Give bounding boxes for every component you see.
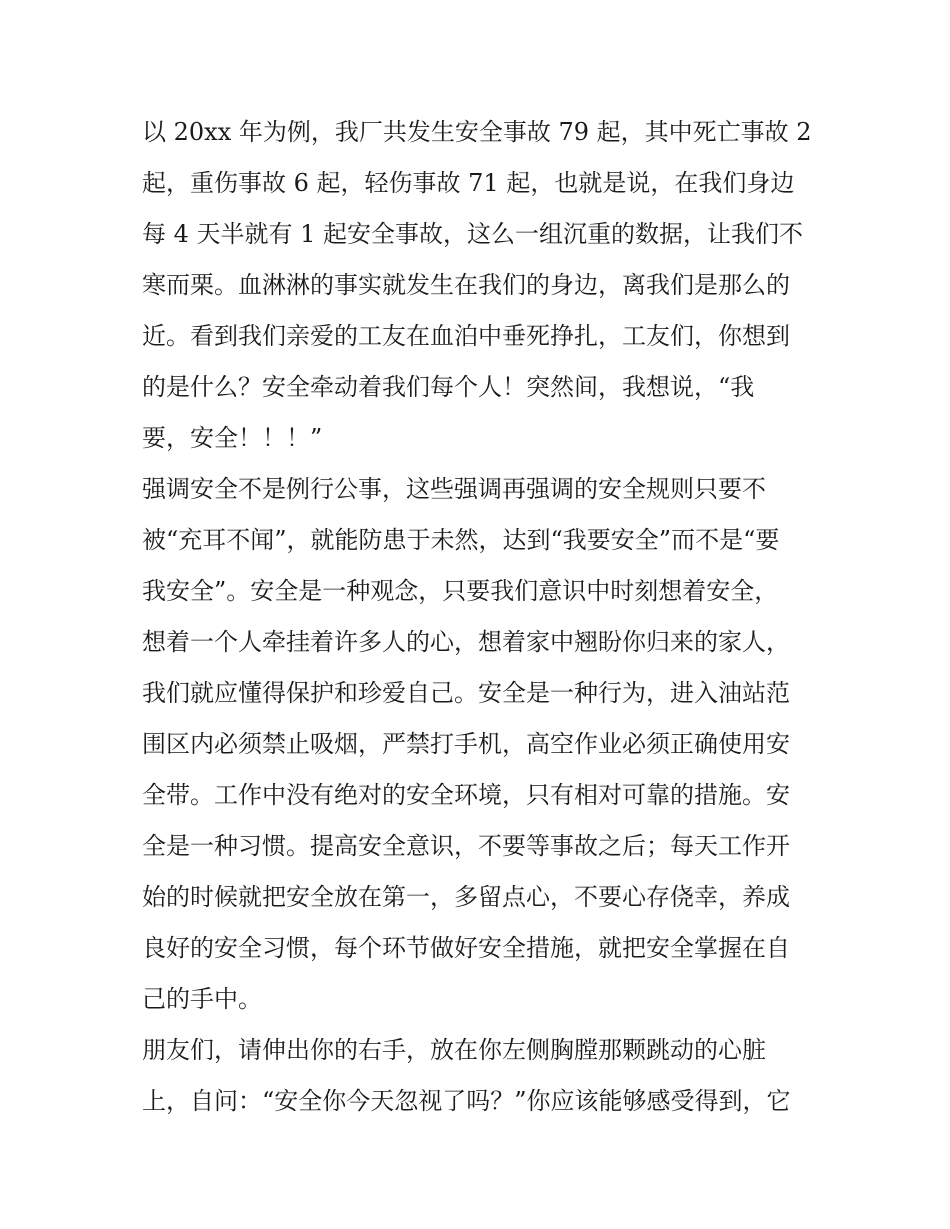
text-line: 近。看到我们亲爱的工友在血泊中垂死挣扎，工友们，你想到 (142, 322, 790, 350)
text-line: 朋友们，请伸出你的右手，放在你左侧胸膛那颗跳动的心脏 (142, 1036, 766, 1064)
text-line: 想着一个人牵挂着许多人的心，想着家中翘盼你归来的家人， (142, 628, 790, 656)
text-line: 己的手中。 (142, 985, 262, 1013)
text-line: 全是一种习惯。提高安全意识，不要等事故之后；每天工作开 (142, 832, 790, 860)
text-line: 以 20xx 年为例，我厂共发生安全事故 79 起，其中死亡事故 2 (142, 118, 812, 146)
text-line: 始的时候就把安全放在第一，多留点心，不要心存侥幸，养成 (142, 883, 790, 911)
body-text (142, 107, 822, 1127)
text-line: 良好的安全习惯，每个环节做好安全措施，就把安全掌握在自 (142, 934, 790, 962)
text-line: 寒而栗。血淋淋的事实就发生在我们的身边，离我们是那么的 (142, 271, 790, 299)
text-line: 我们就应懂得保护和珍爱自己。安全是一种行为，进入油站范 (142, 679, 790, 707)
text-line: 每 4 天半就有 1 起安全事故，这么一组沉重的数据，让我们不 (142, 220, 804, 248)
text-line: 我安全”。安全是一种观念，只要我们意识中时刻想着安全， (142, 577, 779, 605)
text-line: 强调安全不是例行公事，这些强调再强调的安全规则只要不 (142, 475, 766, 503)
text-line: 上，自问：“安全你今天忽视了吗？”你应该能够感受得到，它 (142, 1087, 791, 1115)
text-line: 全带。工作中没有绝对的安全环境，只有相对可靠的措施。安 (142, 781, 790, 809)
text-line: 起，重伤事故 6 起，轻伤事故 71 起，也就是说，在我们身边 (142, 169, 795, 197)
text-line: 的是什么？安全牵动着我们每个人！突然间，我想说，“我 (142, 373, 755, 401)
text-line: 被“充耳不闻”，就能防患于未然，达到“我要安全”而不是“要 (142, 526, 780, 554)
text-line: 围区内必须禁止吸烟，严禁打手机，高空作业必须正确使用安 (142, 730, 790, 758)
text-line: 要，安全！！！” (142, 424, 323, 452)
